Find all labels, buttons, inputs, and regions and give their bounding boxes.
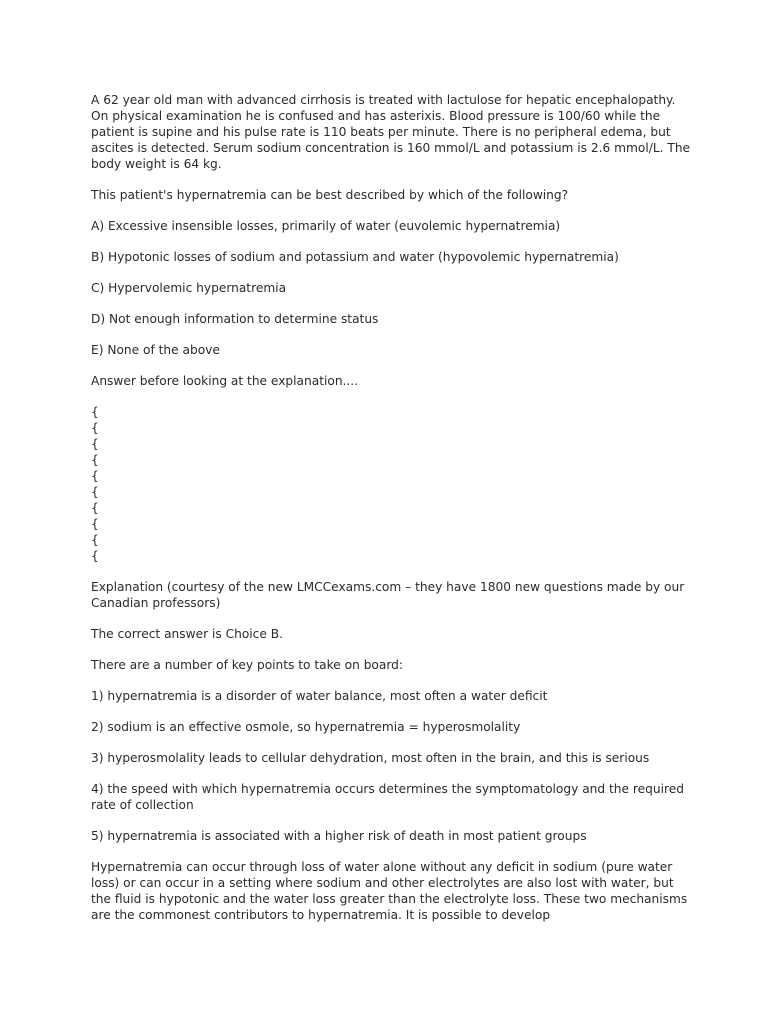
spacer-brace: { xyxy=(91,501,99,515)
key-point: 2) sodium is an effective osmole, so hypernatremia = hyperosmolality xyxy=(91,720,521,734)
correct-answer: The correct answer is Choice B. xyxy=(91,627,283,641)
document-page xyxy=(91,92,691,938)
spacer-brace: { xyxy=(91,421,99,435)
answer-prompt: Answer before looking at the explanation.... xyxy=(91,374,359,388)
spacer-braces xyxy=(91,404,691,564)
option-a: A) Excessive insensible losses, primarily of water (euvolemic hypernatremia) xyxy=(91,219,561,233)
option-b: B) Hypotonic losses of sodium and potassium and water (hypovolemic hypernatremia) xyxy=(91,250,619,264)
spacer-brace: { xyxy=(91,533,99,547)
key-point: 5) hypernatremia is associated with a higher risk of death in most patient groups xyxy=(91,829,587,843)
spacer-brace: { xyxy=(91,405,99,419)
explanation-source: Explanation (courtesy of the new LMCCexams.com – they have 1800 new questions made by our Canadian professors) xyxy=(91,580,685,610)
closing-paragraph: Hypernatremia can occur through loss of water alone without any deficit in sodium (pure water loss) or can occur in a setting where sodium and other electrolytes are also lost with water, but the fluid is hypotonic and the water loss greater than the electrolyte loss. These two mechanisms are the commonest contributors to hypernatremia. It is possible to develop xyxy=(91,860,688,922)
option-c: C) Hypervolemic hypernatremia xyxy=(91,281,287,295)
spacer-brace: { xyxy=(91,453,99,467)
case-paragraph: A 62 year old man with advanced cirrhosis is treated with lactulose for hepatic encephalopathy. On physical examination he is confused and has asterixis. Blood pressure is 100/60 while the patient is supine and his pulse rate is 110 beats per minute. There is no peripheral edema, but ascites is detected. Serum sodium concentration is 160 mmol/L and potassium is 2.6 mmol/L. The body weight is 64 kg. xyxy=(91,93,691,171)
option-e: E) None of the above xyxy=(91,343,220,357)
spacer-brace: { xyxy=(91,549,99,563)
spacer-brace: { xyxy=(91,437,99,451)
spacer-brace: { xyxy=(91,485,99,499)
spacer-brace: { xyxy=(91,517,99,531)
key-points-intro: There are a number of key points to take on board: xyxy=(91,658,403,672)
option-d: D) Not enough information to determine status xyxy=(91,312,379,326)
key-point: 1) hypernatremia is a disorder of water balance, most often a water deficit xyxy=(91,689,548,703)
key-point: 4) the speed with which hypernatremia occurs determines the symptomatology and the required rate of collection xyxy=(91,782,684,812)
question-text: This patient's hypernatremia can be best described by which of the following? xyxy=(91,188,569,202)
key-point: 3) hyperosmolality leads to cellular dehydration, most often in the brain, and this is serious xyxy=(91,751,650,765)
spacer-brace: { xyxy=(91,469,99,483)
